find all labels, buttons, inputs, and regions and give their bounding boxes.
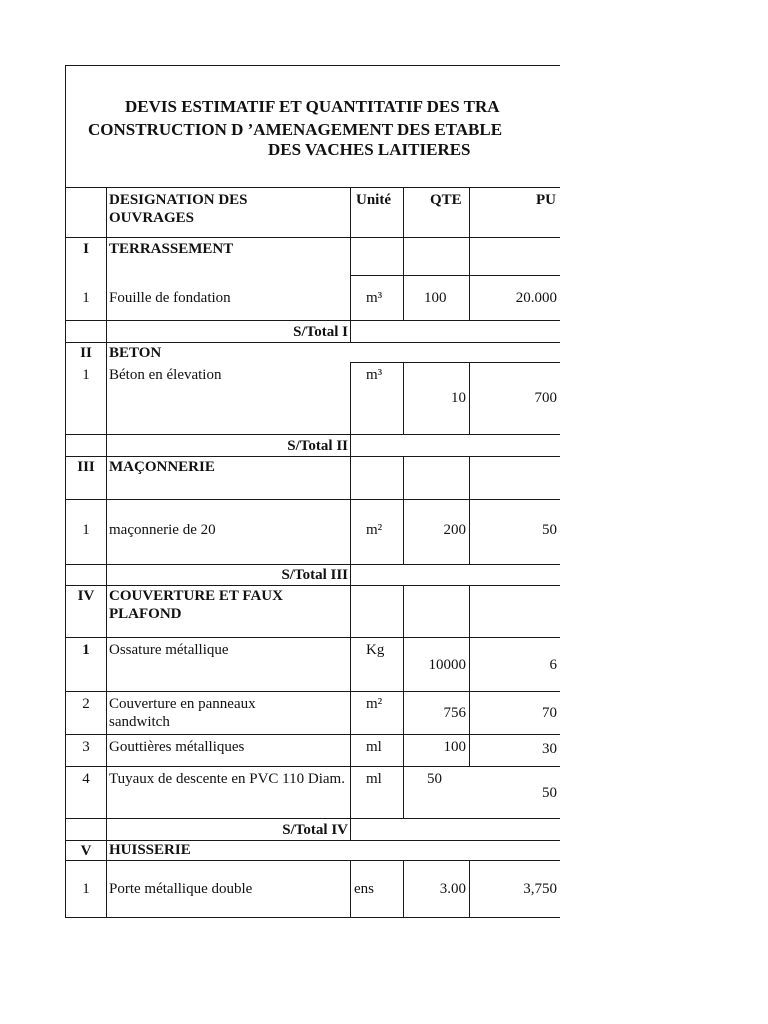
header-designation: DESIGNATION DES OUVRAGES: [109, 192, 248, 226]
rule: [65, 691, 560, 692]
subtotal-label: S/Total I: [293, 324, 348, 340]
item-unit: m³: [366, 290, 383, 306]
rule: [65, 564, 560, 565]
item-quantity: 10000: [428, 657, 466, 673]
section-title: BETON: [109, 345, 162, 361]
item-number: 3: [82, 739, 90, 755]
section-number: III: [77, 459, 95, 475]
item-unit: ml: [366, 739, 382, 755]
rule: [469, 187, 470, 320]
item-unit: m²: [366, 696, 383, 712]
rule: [350, 434, 351, 456]
item-designation: Tuyaux de descente en PVC 110 Diam.: [109, 771, 345, 787]
item-number: 2: [82, 696, 90, 712]
rule: [469, 456, 470, 564]
item-quantity: 3.00: [439, 881, 466, 897]
section-number: IV: [77, 588, 95, 604]
rule: [65, 65, 66, 918]
item-designation: Ossature métallique: [109, 642, 229, 658]
item-quantity: 50: [427, 771, 442, 787]
item-number: 1: [82, 881, 90, 897]
rule: [65, 499, 560, 500]
item-quantity: 200: [443, 522, 466, 538]
rule: [350, 187, 351, 320]
item-designation: Béton en élevation: [109, 367, 222, 383]
item-unit-price: 30: [542, 741, 557, 757]
item-quantity: 100: [424, 290, 447, 306]
item-designation: Fouille de fondation: [109, 290, 231, 306]
rule: [350, 860, 351, 918]
rule: [350, 362, 560, 363]
rule: [350, 456, 351, 564]
section-title: COUVERTURE ET FAUX PLAFOND: [109, 588, 283, 622]
item-unit-price: 20.000: [515, 290, 557, 306]
rule: [65, 65, 560, 66]
item-unit: ens: [354, 881, 374, 897]
item-number: 1: [82, 290, 90, 306]
item-unit: m²: [366, 522, 383, 538]
document-title-line-3: DES VACHES LAITIERES: [268, 140, 471, 159]
rule: [65, 456, 560, 457]
rule: [65, 917, 560, 918]
rule: [65, 734, 560, 735]
rule: [350, 362, 351, 434]
item-quantity: 10: [451, 390, 466, 406]
rule: [350, 564, 351, 585]
rule: [350, 585, 351, 818]
section-number: V: [80, 843, 92, 859]
rule: [65, 434, 560, 435]
item-unit-price: 50: [542, 785, 557, 801]
subtotal-label: S/Total II: [287, 438, 348, 454]
subtotal-label: S/Total III: [281, 567, 348, 583]
subtotal-label: S/Total IV: [282, 822, 348, 838]
rule: [350, 818, 351, 840]
section-number: I: [83, 241, 89, 257]
rule: [403, 860, 404, 918]
section-title: HUISSERIE: [109, 842, 191, 858]
header-qte: QTE: [430, 192, 462, 208]
rule: [350, 275, 560, 276]
item-designation: maçonnerie de 20: [109, 522, 216, 538]
item-number: 1: [82, 642, 90, 658]
document-title-line-1: DEVIS ESTIMATIF ET QUANTITATIF DES TRA: [125, 97, 500, 116]
rule: [350, 320, 351, 342]
item-designation: Porte métallique double: [109, 881, 253, 897]
section-number: II: [80, 345, 92, 361]
item-designation: Gouttières métalliques: [109, 739, 245, 755]
item-unit-price: 70: [542, 705, 557, 721]
item-number: 1: [82, 522, 90, 538]
rule: [403, 187, 404, 320]
rule: [469, 860, 470, 918]
item-unit-price: 3,750: [523, 881, 557, 897]
item-designation: Couverture en panneaux sandwitch: [109, 696, 256, 730]
item-quantity: 100: [443, 739, 466, 755]
document-title-line-2: CONSTRUCTION D ’AMENAGEMENT DES ETABLE: [88, 120, 503, 139]
rule: [65, 818, 560, 819]
item-unit-price: 50: [542, 522, 557, 538]
rule: [403, 362, 404, 434]
item-unit: Kg: [366, 642, 385, 658]
item-unit-price: 700: [534, 390, 557, 406]
rule: [65, 342, 560, 343]
rule: [65, 320, 560, 321]
rule: [65, 860, 560, 861]
item-quantity: 756: [443, 705, 466, 721]
rule: [469, 585, 470, 766]
rule: [469, 362, 470, 434]
rule: [65, 187, 560, 188]
item-unit: m³: [366, 367, 383, 383]
rule: [65, 637, 560, 638]
rule: [403, 456, 404, 564]
rule: [403, 585, 404, 818]
rule: [65, 585, 560, 586]
header-pu: PU: [536, 192, 556, 208]
rule: [106, 187, 107, 918]
item-number: 4: [82, 771, 90, 787]
rule: [65, 237, 560, 238]
section-title: TERRASSEMENT: [109, 241, 234, 257]
rule: [65, 766, 560, 767]
header-unite: Unité: [356, 192, 391, 208]
item-number: 1: [82, 367, 90, 383]
section-title: MAÇONNERIE: [109, 459, 215, 475]
item-unit-price: 6: [549, 657, 557, 673]
item-unit: ml: [366, 771, 382, 787]
